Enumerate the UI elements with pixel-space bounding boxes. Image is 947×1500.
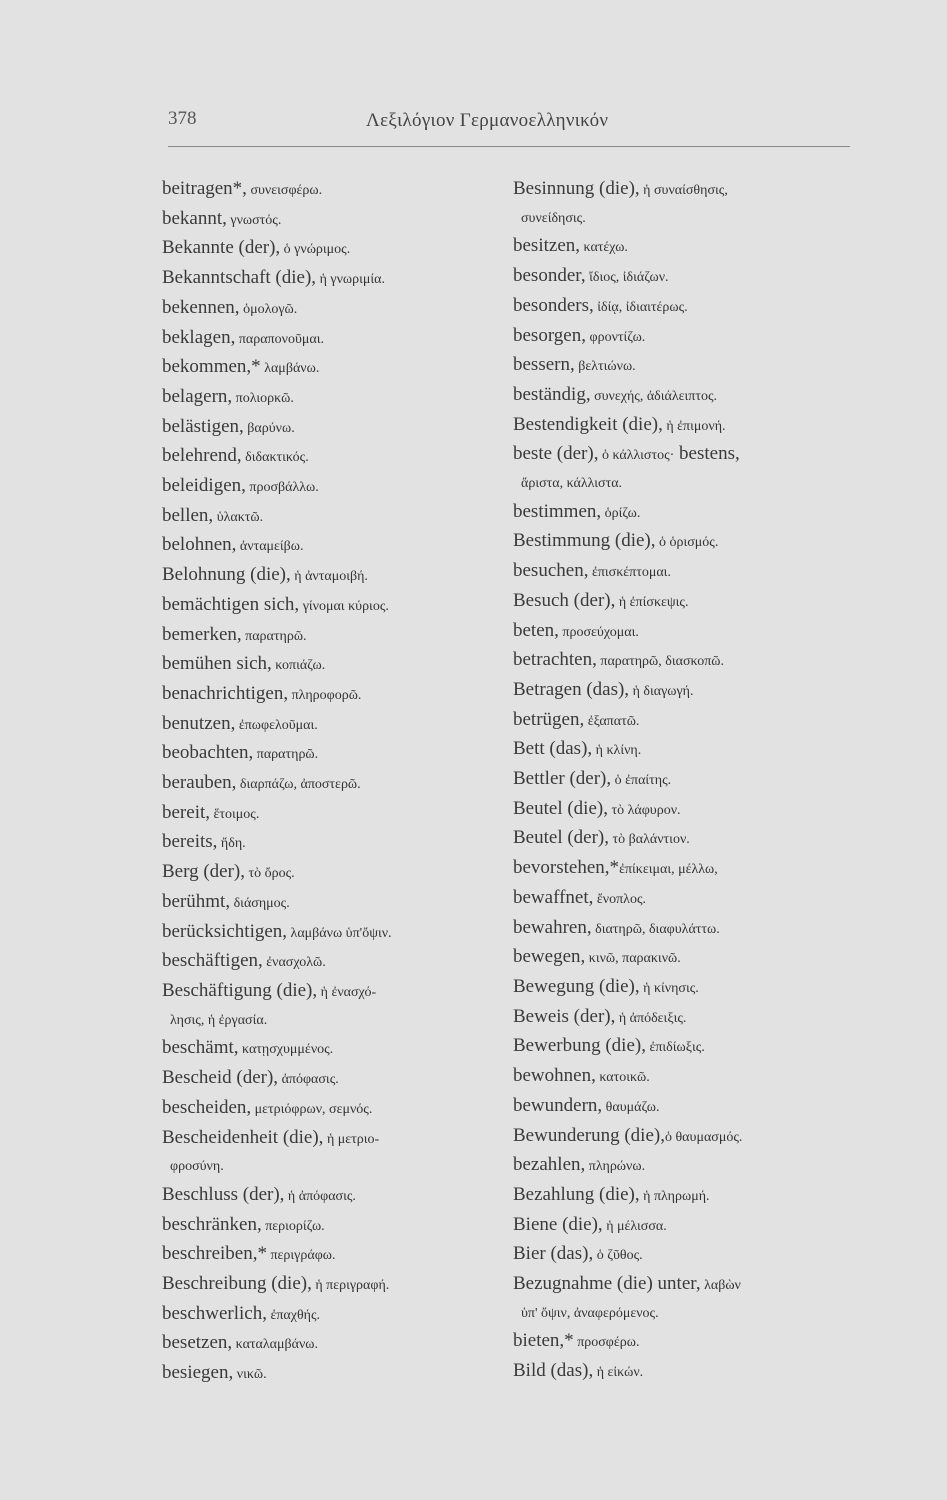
dictionary-entry <box>513 914 853 944</box>
greek-translation: διατηρῶ, διαφυλάττω. <box>591 921 720 937</box>
greek-translation: ἴδιος, ἰδιάζων. <box>585 270 669 286</box>
headword: Besinnung (die), <box>513 178 640 199</box>
greek-translation: ἡ ἀπόφασις. <box>284 1188 356 1204</box>
greek-translation: ἤδη. <box>217 836 246 852</box>
dictionary-entry <box>162 413 502 443</box>
greek-translation: ὁρίζω. <box>601 505 641 521</box>
dictionary-entry <box>162 1064 502 1094</box>
greek-translation: ἔνοπλος. <box>593 891 646 907</box>
dictionary-entry <box>162 1240 502 1270</box>
headword: Beschreibung (die), <box>162 1273 312 1295</box>
greek-translation: συνεισφέρω. <box>246 183 323 198</box>
greek-translation: κατῃσχυμμένος. <box>238 1042 334 1058</box>
greek-translation: ἡ ἐπίσκεψις. <box>615 594 689 610</box>
greek-translation: ὁ ἐπαίτης. <box>611 773 672 789</box>
headword: beobachten, <box>162 742 254 764</box>
headword: berücksichtigen, <box>162 920 288 942</box>
dictionary-entry <box>513 706 853 736</box>
greek-translation: ἡ γνωριμία. <box>316 272 385 288</box>
greek-translation: γίνομαι κύριος. <box>299 598 389 614</box>
dictionary-entry <box>162 383 502 413</box>
headword: betrügen, <box>513 708 585 730</box>
headword: bereits, <box>162 831 218 853</box>
dictionary-entry <box>162 1181 502 1211</box>
dictionary-entry <box>513 1357 853 1387</box>
greek-translation: ἡ ἐπιμονή. <box>662 418 726 434</box>
headword: beleidigen, <box>162 475 246 497</box>
headword: Berg (der), <box>162 861 246 883</box>
greek-translation: πολιορκῶ. <box>232 390 294 406</box>
dictionary-entry <box>162 888 502 918</box>
headword: beschreiben,* <box>162 1243 267 1265</box>
greek-translation: παρατηρῶ, διασκοπῶ. <box>596 654 725 670</box>
headword: beschränken, <box>162 1213 262 1235</box>
dictionary-entry <box>162 324 502 354</box>
greek-translation: παραπονοῦμαι. <box>235 331 324 347</box>
dictionary-entry <box>513 884 853 914</box>
greek-translation: κατέχω. <box>580 240 628 256</box>
dictionary-entry <box>162 1359 502 1389</box>
headword: bemühen sich, <box>162 653 272 675</box>
greek-translation: ἡ συναίσθησις, <box>639 183 728 198</box>
greek-translation: φροντίζω. <box>586 329 646 345</box>
headword: Bettler (der), <box>513 768 612 790</box>
greek-translation: μετριόφρων, σεμνός. <box>251 1101 373 1117</box>
headword: Bezugnahme (die) unter, <box>513 1273 701 1295</box>
greek-translation: ἡ κίνησις. <box>639 980 699 996</box>
headword: bewohnen, <box>513 1065 596 1087</box>
greek-translation: παρατηρῶ. <box>253 747 319 763</box>
dictionary-entry <box>513 587 853 617</box>
greek-translation: ἀνταμείβω. <box>236 539 304 555</box>
dictionary-entry <box>513 1240 853 1270</box>
dictionary-entry <box>162 1329 502 1359</box>
headword: Beweis (der), <box>513 1005 616 1027</box>
entry-continuation: ἄριστα, κάλλιστα. <box>521 476 623 492</box>
dictionary-entry <box>162 739 502 769</box>
greek-translation: τὸ ὄρος. <box>245 866 295 882</box>
headword: bieten,* <box>513 1330 574 1352</box>
headword: besorgen, <box>513 324 586 346</box>
greek-translation: ἡ ἀπόδειξις. <box>615 1010 687 1026</box>
greek-translation: ἐξαπατῶ. <box>584 713 640 729</box>
dictionary-entry <box>513 1003 853 1033</box>
dictionary-entry <box>513 411 853 441</box>
dictionary-entry <box>513 440 853 470</box>
greek-translation: ὁ ὁρισμός. <box>655 535 719 551</box>
greek-translation: ὑλακτῶ. <box>213 509 264 525</box>
dictionary-entry <box>162 1094 502 1124</box>
greek-translation: τὸ λάφυρον. <box>607 802 681 818</box>
dictionary-entry <box>513 1211 853 1241</box>
headword: Besuch (der), <box>513 589 616 611</box>
greek-translation: λαμβάνω ὑπ'ὄψιν. <box>287 925 392 941</box>
headword: berühmt, <box>162 890 231 912</box>
headword: Betragen (das), <box>513 678 630 700</box>
greek-translation: ἡ μέλισσα. <box>602 1218 667 1234</box>
headword: bekommen,* <box>162 356 261 378</box>
headword: Bekanntschaft (die), <box>162 267 317 289</box>
headword: Bild (das), <box>513 1360 594 1382</box>
dictionary-entry <box>513 735 853 765</box>
headword: bekannt, <box>162 207 227 229</box>
greek-translation: παρατηρῶ. <box>241 628 307 644</box>
dictionary-entry <box>513 351 853 381</box>
headword: beklagen, <box>162 326 236 348</box>
greek-translation: ἀπόφασις. <box>278 1072 339 1088</box>
dictionary-entry <box>513 175 853 205</box>
greek-translation: τὸ βαλάντιον. <box>609 832 690 848</box>
dictionary-entry <box>162 442 502 472</box>
greek-translation: ἡ εἰκών. <box>593 1365 644 1381</box>
dictionary-entry <box>513 973 853 1003</box>
greek-translation: ἐνασχολῶ. <box>262 955 326 971</box>
greek-translation: ἡ ἐνασχό- <box>317 984 377 1000</box>
headword: beschwerlich, <box>162 1302 267 1324</box>
greek-translation: πληροφορῶ. <box>288 687 362 703</box>
dictionary-entry <box>513 765 853 795</box>
dictionary-entry <box>513 824 853 854</box>
greek-translation: νικῶ. <box>233 1367 267 1383</box>
dictionary-entry <box>513 1151 853 1181</box>
headword: besetzen, <box>162 1332 233 1354</box>
greek-translation: θαυμάζω. <box>602 1099 660 1115</box>
headword: berauben, <box>162 772 237 794</box>
greek-translation: βελτιώνω. <box>574 359 636 375</box>
greek-translation: διδακτικός. <box>241 450 309 466</box>
dictionary-entry <box>513 322 853 352</box>
greek-translation: ὁ κάλλιστος· <box>598 448 675 464</box>
headword: Bezahlung (die), <box>513 1183 640 1205</box>
headword: Beschluss (der), <box>162 1183 285 1205</box>
headword: bestimmen, <box>513 500 602 522</box>
headword: bellen, <box>162 504 214 526</box>
dictionary-entry <box>162 264 502 294</box>
dictionary-entry <box>162 650 502 680</box>
dictionary-entry <box>513 676 853 706</box>
headword: Beutel (der), <box>513 827 610 849</box>
headword: Bewerbung (die), <box>513 1035 646 1057</box>
headword: bestens, <box>674 443 740 465</box>
dictionary-entry <box>162 977 502 1007</box>
dictionary-entry <box>162 799 502 829</box>
dictionary-entry <box>513 1270 853 1300</box>
greek-translation: ἡ μετριο- <box>323 1131 380 1147</box>
dictionary-entry <box>513 617 853 647</box>
dictionary-entry <box>513 527 853 557</box>
dictionary-entry <box>162 680 502 710</box>
dictionary-entry <box>162 1211 502 1241</box>
greek-translation: προσεύχομαι. <box>558 624 639 640</box>
headword: benutzen, <box>162 712 236 734</box>
dictionary-entry <box>162 294 502 324</box>
greek-translation: ἐπαχθής. <box>266 1307 321 1323</box>
dictionary-entry <box>162 472 502 502</box>
greek-translation: ὁμολογῶ. <box>239 301 298 317</box>
dictionary-entry <box>162 1300 502 1330</box>
header-rule <box>168 146 850 147</box>
greek-translation: ἕτοιμος. <box>210 806 260 822</box>
headword: benachrichtigen, <box>162 682 289 704</box>
headword: belohnen, <box>162 534 237 556</box>
headword: beste (der), <box>513 443 599 465</box>
dictionary-entry <box>513 943 853 973</box>
headword: Bekannte (der), <box>162 237 281 259</box>
headword: bewaffnet, <box>513 886 594 908</box>
dictionary-entry <box>513 646 853 676</box>
dictionary-entry <box>513 292 853 322</box>
dictionary-entry <box>162 502 502 532</box>
headword: beitragen*, <box>162 178 247 199</box>
greek-translation: κοπιάζω. <box>271 658 326 674</box>
dictionary-entry <box>162 353 502 383</box>
greek-translation: προσφέρω. <box>573 1335 640 1351</box>
dictionary-entry <box>513 232 853 262</box>
page-number: 378 <box>168 108 197 129</box>
headword: betrachten, <box>513 649 597 671</box>
greek-translation: ἐπιδίωξις. <box>645 1040 705 1056</box>
headword: bevorstehen,* <box>513 857 620 879</box>
headword: Belohnung (die), <box>162 564 291 586</box>
greek-translation: ὁ θαυμασμός. <box>664 1129 743 1145</box>
headword: Bewegung (die), <box>513 975 640 997</box>
headword: bescheiden, <box>162 1096 252 1118</box>
entry-continuation: φροσύνη. <box>170 1159 224 1175</box>
running-title: Λεξιλόγιον Γερμανοελληνικόν <box>366 110 609 131</box>
dictionary-entry <box>162 561 502 591</box>
headword: besuchen, <box>513 560 589 582</box>
headword: Bescheid (der), <box>162 1067 279 1089</box>
headword: Bescheidenheit (die), <box>162 1126 324 1148</box>
dictionary-entry <box>162 591 502 621</box>
greek-translation: λαβὼν <box>700 1278 741 1294</box>
greek-translation: περιορίζω. <box>261 1218 325 1234</box>
headword: belehrend, <box>162 445 242 467</box>
entry-continuation: ὑπ' ὄψιν, ἀναφερόμενος. <box>521 1305 659 1321</box>
headword: Beutel (die), <box>513 797 608 819</box>
page-header <box>168 108 850 148</box>
headword: besitzen, <box>513 235 581 257</box>
entry-continuation: λησις, ἡ ἐργασία. <box>170 1012 268 1028</box>
headword: bewundern, <box>513 1094 603 1116</box>
headword: belästigen, <box>162 415 244 437</box>
dictionary-entry <box>162 918 502 948</box>
greek-translation: κατοικῶ. <box>595 1070 650 1086</box>
dictionary-entry <box>162 531 502 561</box>
greek-translation: πληρώνω. <box>585 1159 646 1175</box>
headword: beten, <box>513 619 559 641</box>
left-column <box>162 175 502 1389</box>
greek-translation: κινῶ, παρακινῶ. <box>585 951 681 967</box>
headword: bemächtigen sich, <box>162 593 300 615</box>
headword: belagern, <box>162 385 233 407</box>
dictionary-entry <box>513 1327 853 1357</box>
dictionary-entry <box>162 621 502 651</box>
right-column <box>513 175 853 1387</box>
headword: beschäftigen, <box>162 950 263 972</box>
dictionary-entry <box>513 1122 853 1152</box>
headword: besiegen, <box>162 1362 234 1384</box>
greek-translation: καταλαμβάνω. <box>232 1337 319 1353</box>
dictionary-entry <box>162 234 502 264</box>
greek-translation: ἡ κλίνη. <box>592 743 642 759</box>
greek-translation: ἡ περιγραφή. <box>311 1278 390 1294</box>
greek-translation: ἡ πληρωμή. <box>639 1188 710 1204</box>
headword: Bewunderung (die), <box>513 1124 665 1146</box>
greek-translation: ἡ ἀνταμοιβή. <box>290 569 368 585</box>
headword: Biene (die), <box>513 1213 603 1235</box>
dictionary-entry <box>513 1032 853 1062</box>
dictionary-entry <box>162 947 502 977</box>
dictionary-entry <box>513 381 853 411</box>
greek-translation: συνεχής, ἀδιάλειπτος. <box>590 388 718 404</box>
greek-translation: ἰδίᾳ, ἰδιαιτέρως. <box>593 299 688 315</box>
dictionary-entry <box>162 769 502 799</box>
headword: beschämt, <box>162 1037 239 1059</box>
greek-translation: ὁ γνώριμος. <box>280 242 351 258</box>
headword: besonders, <box>513 294 594 316</box>
dictionary-entry <box>162 710 502 740</box>
headword: Bestimmung (die), <box>513 530 656 552</box>
headword: bewegen, <box>513 946 586 968</box>
greek-translation: προσβάλλω. <box>245 480 319 496</box>
dictionary-entry <box>513 854 853 884</box>
headword: bereit, <box>162 801 211 823</box>
headword: Beschäftigung (die), <box>162 979 318 1001</box>
dictionary-entry <box>162 1270 502 1300</box>
greek-translation: διάσημος. <box>230 895 290 911</box>
headword: Bett (das), <box>513 738 593 760</box>
dictionary-entry <box>162 1124 502 1154</box>
dictionary-entry <box>513 795 853 825</box>
entry-continuation: συνείδησις. <box>521 210 586 226</box>
headword: bezahlen, <box>513 1154 586 1176</box>
headword: Bier (das), <box>513 1243 594 1265</box>
greek-translation: ἐπωφελοῦμαι. <box>235 717 318 733</box>
dictionary-entry <box>513 557 853 587</box>
dictionary-entry <box>162 175 502 205</box>
dictionary-entry <box>162 205 502 235</box>
headword: bemerken, <box>162 623 242 645</box>
greek-translation: γνωστός. <box>226 212 282 228</box>
dictionary-entry <box>513 1062 853 1092</box>
greek-translation: περιγράφω. <box>266 1248 336 1264</box>
headword: bessern, <box>513 354 575 376</box>
dictionary-entry <box>162 858 502 888</box>
dictionary-entry <box>513 1181 853 1211</box>
dictionary-entry <box>513 262 853 292</box>
greek-translation: ἐπίκειμαι, μέλλω, <box>619 862 718 878</box>
greek-translation: ὁ ζῦθος. <box>593 1248 643 1264</box>
greek-translation: ἡ διαγωγή. <box>629 683 694 699</box>
headword: beständig, <box>513 383 591 405</box>
greek-translation: διαρπάζω, ἀποστερῶ. <box>236 777 361 793</box>
dictionary-entry <box>513 1092 853 1122</box>
headword: bewahren, <box>513 916 592 938</box>
headword: besonder, <box>513 265 586 287</box>
greek-translation: ἐπισκέπτομαι. <box>588 565 671 581</box>
greek-translation: βαρύνω. <box>243 420 295 436</box>
headword: bekennen, <box>162 296 240 318</box>
greek-translation: λαμβάνω. <box>260 361 320 377</box>
dictionary-entry <box>162 1034 502 1064</box>
dictionary-entry <box>162 828 502 858</box>
headword: Bestendigkeit (die), <box>513 413 663 435</box>
dictionary-entry <box>513 498 853 528</box>
